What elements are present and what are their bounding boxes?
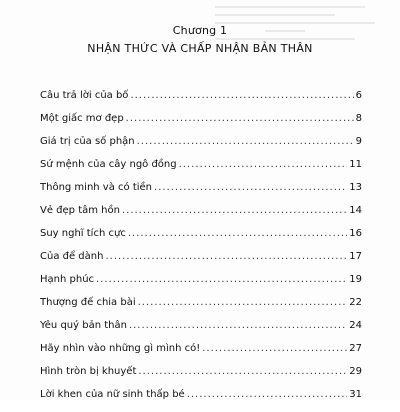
toc-entry-page: 8 bbox=[355, 113, 362, 124]
toc-entry-title: Giá trị của số phận bbox=[40, 136, 135, 147]
toc-entry-title: Suy nghĩ tích cực bbox=[40, 228, 126, 239]
toc-entry bbox=[40, 159, 362, 182]
toc-entry bbox=[40, 251, 362, 274]
toc-entry bbox=[40, 205, 362, 228]
toc-entry bbox=[40, 136, 362, 159]
dot-leader bbox=[187, 389, 348, 400]
toc-entry-title: Một giấc mơ đẹp bbox=[40, 113, 124, 124]
toc-entry-page: 27 bbox=[349, 343, 362, 354]
toc-entry bbox=[40, 182, 362, 205]
toc-entry bbox=[40, 297, 362, 320]
toc-entry-title: Yêu quý bản thân bbox=[40, 320, 127, 331]
toc-entry bbox=[40, 274, 362, 297]
toc-entry-title: Hình tròn bị khuyết bbox=[40, 366, 137, 377]
toc-entry-page: 19 bbox=[349, 274, 362, 285]
toc-entry-title: Hãy nhìn vào những gì mình có! bbox=[40, 343, 201, 354]
toc-entry bbox=[40, 113, 362, 136]
toc-entry-page: 13 bbox=[349, 182, 362, 193]
dot-leader bbox=[137, 136, 354, 147]
toc-entry bbox=[40, 389, 362, 412]
toc-entry bbox=[40, 343, 362, 366]
toc-entry-title: Thông minh và có tiền bbox=[40, 182, 153, 193]
dot-leader bbox=[128, 228, 347, 239]
dot-leader bbox=[202, 343, 347, 354]
toc-entry-title: Vẻ đẹp tâm hồn bbox=[40, 205, 120, 216]
toc-entry-title: Câu trả lời của bố bbox=[40, 90, 129, 101]
table-of-contents bbox=[40, 90, 362, 412]
toc-entry-page: 6 bbox=[355, 90, 362, 101]
toc-entry-page: 24 bbox=[349, 320, 362, 331]
dot-leader bbox=[138, 297, 348, 308]
toc-entry-title: Thượng đế chia bài bbox=[40, 297, 136, 308]
dot-leader bbox=[129, 320, 347, 331]
dot-leader bbox=[130, 90, 353, 101]
dot-leader bbox=[96, 274, 347, 285]
toc-entry-page: 16 bbox=[349, 228, 362, 239]
toc-entry-title: Lời khen của nữ sinh thấp bé bbox=[40, 389, 185, 400]
dot-leader bbox=[179, 159, 348, 170]
toc-entry-page: 22 bbox=[349, 297, 362, 308]
dot-leader bbox=[105, 251, 347, 262]
dot-leader bbox=[154, 182, 347, 193]
toc-entry bbox=[40, 366, 362, 389]
dot-leader bbox=[122, 205, 347, 216]
chapter-title: NHẬN THỨC VÀ CHẤP NHẬN BẢN THÂN bbox=[87, 42, 313, 55]
dot-leader bbox=[138, 366, 347, 377]
toc-entry bbox=[40, 90, 362, 113]
toc-entry bbox=[40, 320, 362, 343]
toc-entry-page: 11 bbox=[349, 159, 362, 170]
dot-leader bbox=[126, 113, 354, 124]
toc-entry-title: Hạnh phúc bbox=[40, 274, 95, 285]
toc-entry-title: Của để dành bbox=[40, 251, 104, 262]
toc-entry-page: 31 bbox=[349, 389, 362, 400]
toc-entry-page: 29 bbox=[349, 366, 362, 377]
toc-entry bbox=[40, 228, 362, 251]
toc-entry-title: Sứ mệnh của cây ngô đồng bbox=[40, 159, 177, 170]
chapter-label: Chương 1 bbox=[172, 24, 228, 37]
toc-entry-page: 14 bbox=[349, 205, 362, 216]
toc-entry-page: 17 bbox=[349, 251, 362, 262]
toc-entry-page: 9 bbox=[355, 136, 362, 147]
